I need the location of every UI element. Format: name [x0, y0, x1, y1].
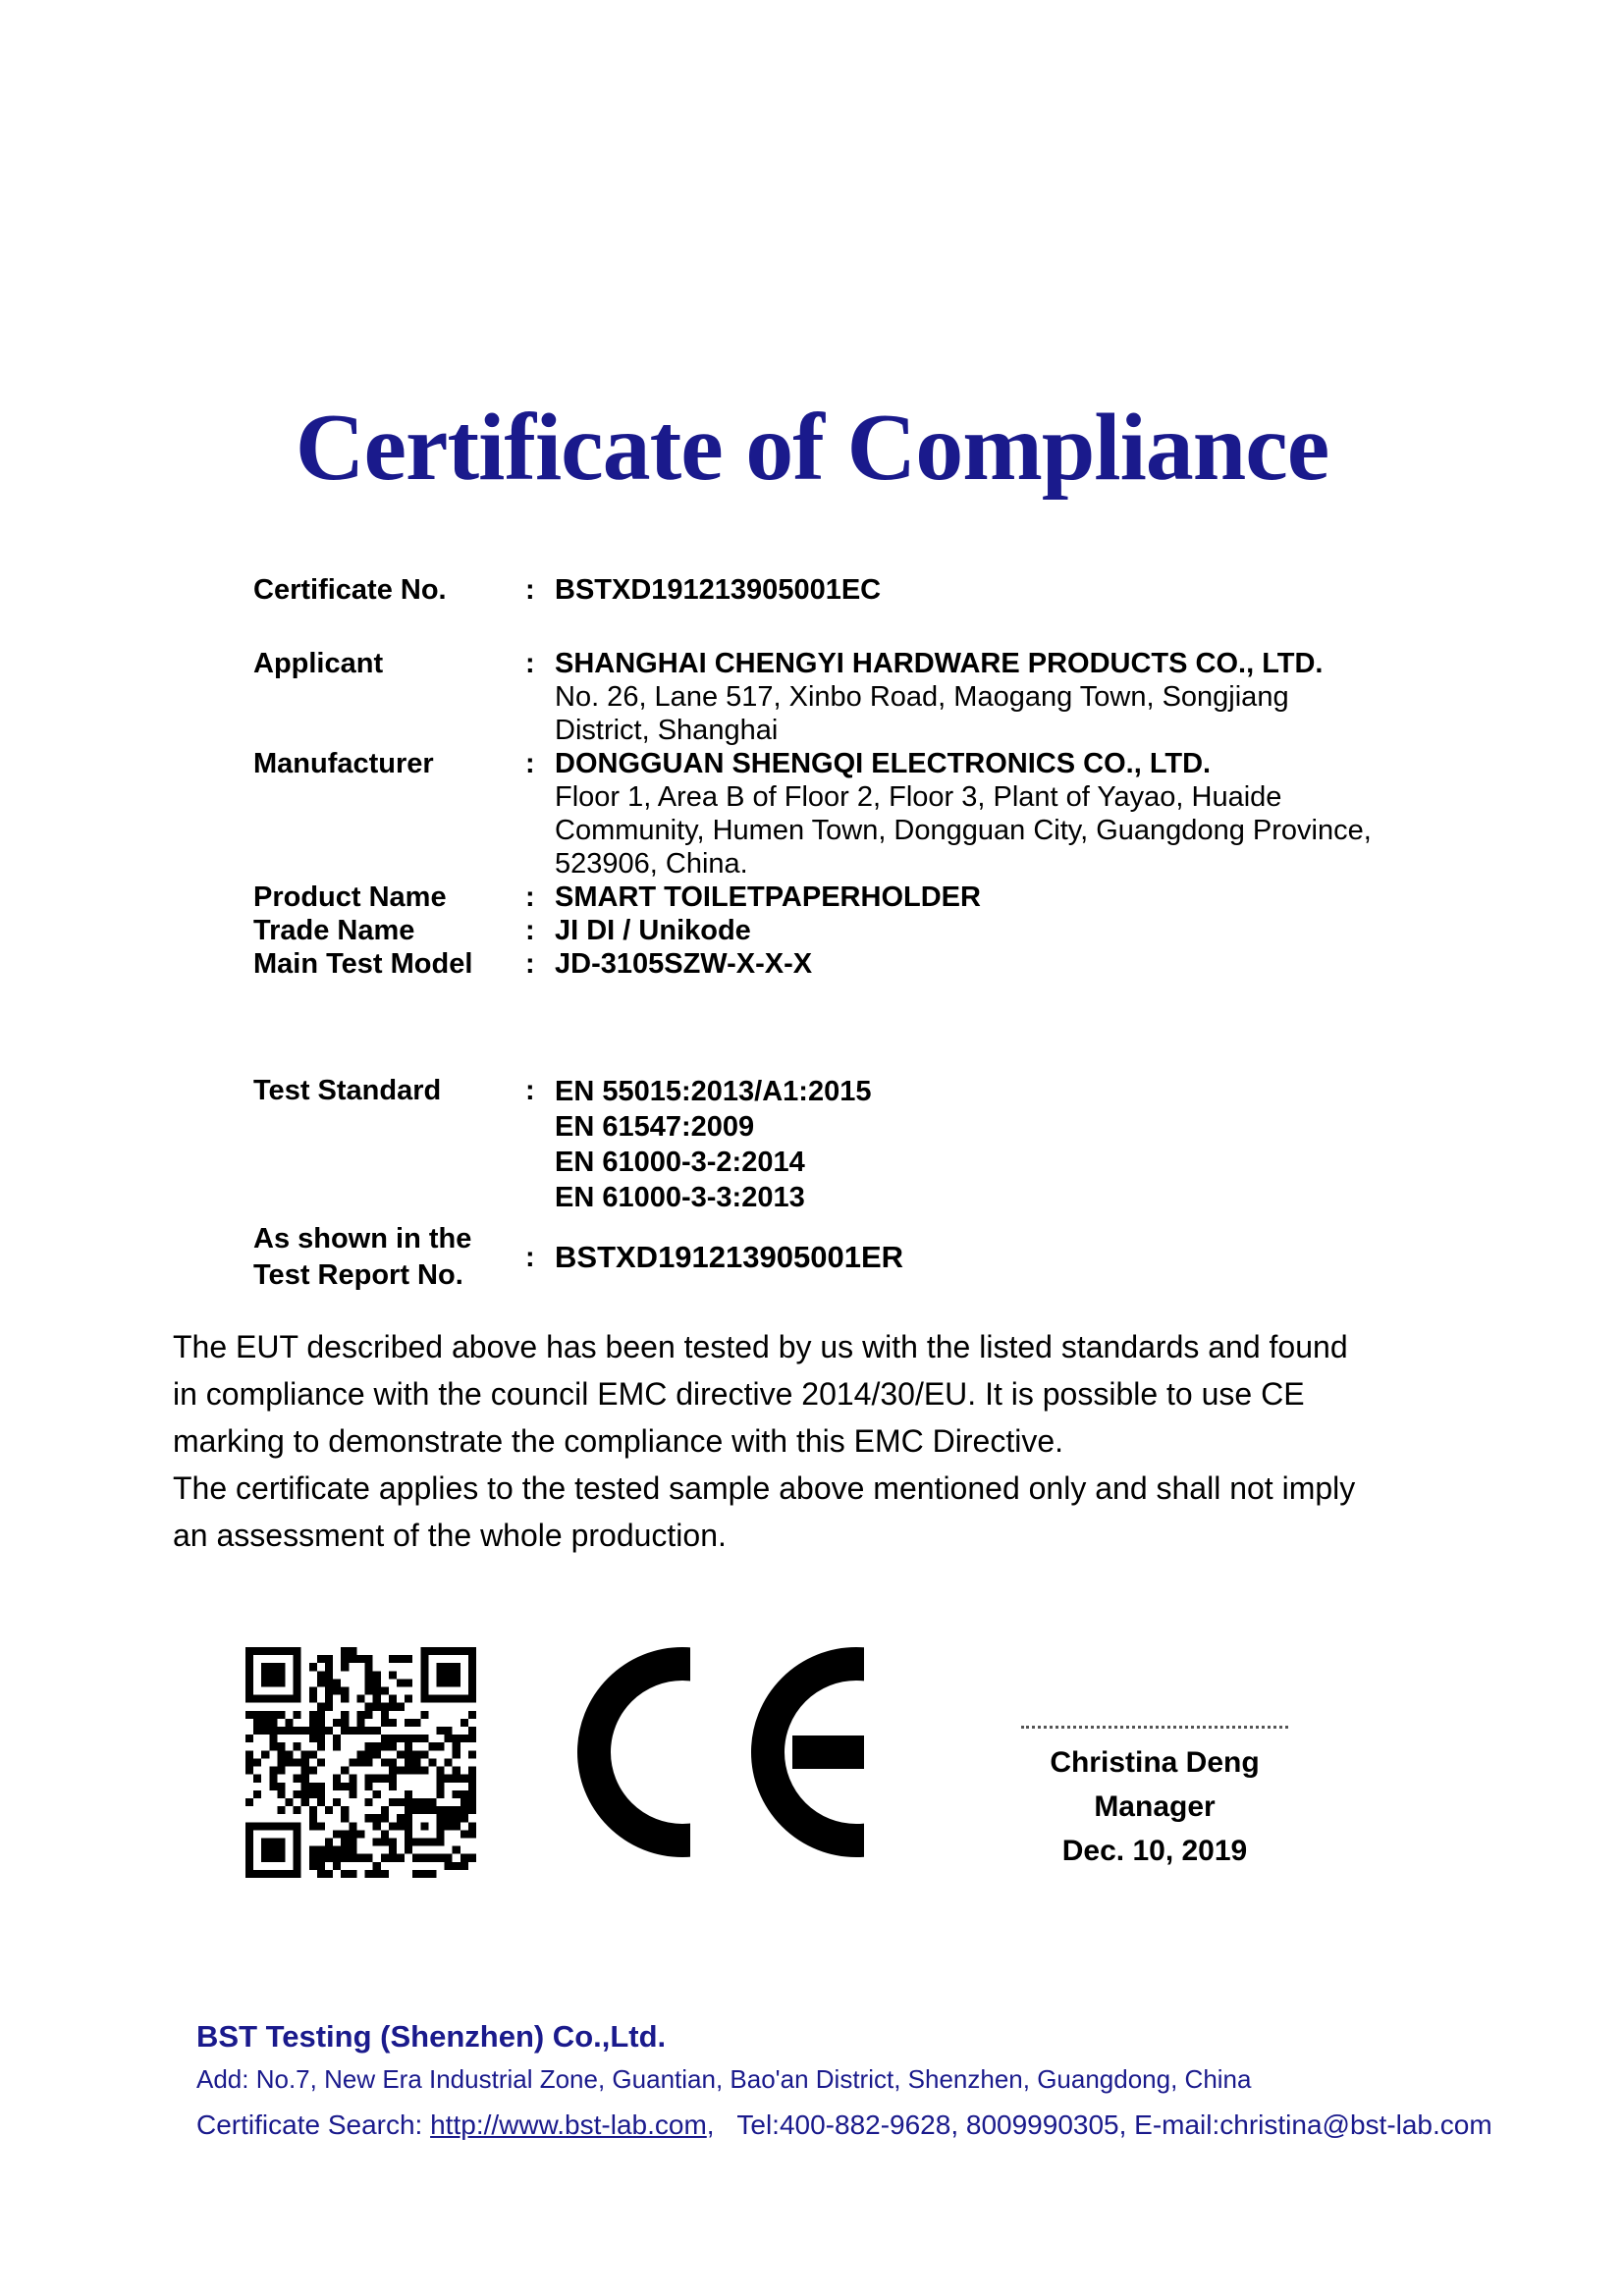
contact-info: , Tel:400-882-9628, 8009990305, E-mail:christina@bst-lab.com — [706, 2109, 1492, 2140]
certificate-search-line — [196, 2109, 1502, 2141]
test-standard-line: EN 61547:2009 — [555, 1111, 755, 1143]
signatory-title: Manager — [1094, 1790, 1216, 1823]
signature-date: Dec. 10, 2019 — [1061, 1835, 1248, 1867]
field-label: Product Name — [253, 881, 447, 913]
signatory-name: Christina Deng — [1050, 1746, 1260, 1779]
certificate-title: Certificate of Compliance — [295, 395, 1329, 501]
field-manufacturer — [253, 747, 1422, 881]
manufacturer-name: DONGGUAN SHENGQI ELECTRONICS CO., LTD. — [555, 748, 1212, 779]
test-standard-line: EN 55015:2013/A1:2015 — [555, 1076, 872, 1107]
field-applicant — [253, 647, 1422, 747]
main-test-model-value: JD-3105SZW-X-X-X — [555, 948, 813, 980]
field-label: As shown in the Test Report No. — [253, 1223, 472, 1291]
field-label: Manufacturer — [253, 748, 434, 779]
colon-separator: : — [525, 1242, 535, 1273]
signature-block — [1021, 1726, 1288, 1873]
field-label: Trade Name — [253, 915, 415, 946]
product-name-value: SMART TOILETPAPERHOLDER — [555, 881, 981, 913]
declaration-text — [173, 1323, 1547, 1559]
field-label: Applicant — [253, 648, 384, 679]
field-label: Main Test Model — [253, 948, 473, 980]
certificate-number-value: BSTXD191213905001EC — [555, 574, 882, 606]
applicant-address-line: No. 26, Lane 517, Xinbo Road, Maogang Town, Songjiang — [555, 681, 1289, 713]
field-label: Test Standard — [253, 1075, 442, 1106]
declaration-line: an assessment of the whole production. — [173, 1518, 727, 1553]
field-trade-name — [253, 914, 1422, 947]
lab-address: Add: No.7, New Era Industrial Zone, Guantian, Bao'an District, Shenzhen, Guangdong, China — [196, 2064, 1252, 2094]
lab-company-name: BST Testing (Shenzhen) Co.,Ltd. — [196, 2019, 667, 2054]
applicant-address-line: District, Shanghai — [555, 715, 779, 746]
declaration-line: marking to demonstrate the compliance with this EMC Directive. — [173, 1423, 1064, 1459]
manufacturer-address-line: 523906, China. — [555, 848, 748, 880]
footer — [196, 2020, 1502, 2141]
manufacturer-address-line: Community, Humen Town, Dongguan City, Guangdong Province, — [555, 815, 1372, 846]
certificate-info-table — [253, 573, 1422, 1294]
colon-separator: : — [525, 748, 535, 779]
field-test-standard — [253, 1074, 1422, 1215]
ce-mark-icon — [577, 1647, 864, 1857]
trade-name-value: JI DI / Unikode — [555, 915, 751, 946]
field-test-report-no — [253, 1221, 1422, 1294]
colon-separator: : — [525, 1075, 535, 1106]
declaration-line: in compliance with the council EMC directive 2014/30/EU. It is possible to use CE — [173, 1376, 1305, 1412]
qr-code — [245, 1647, 476, 1878]
test-standard-line: EN 61000-3-2:2014 — [555, 1147, 805, 1178]
colon-separator: : — [525, 574, 535, 606]
declaration-line: The EUT described above has been tested by us with the listed standards and found — [173, 1329, 1348, 1364]
signature-dotted-line — [1021, 1726, 1288, 1729]
field-certificate-no — [253, 573, 1422, 607]
certificate-search-label: Certificate Search: — [196, 2109, 431, 2140]
manufacturer-address-line: Floor 1, Area B of Floor 2, Floor 3, Plant of Yayao, Huaide — [555, 781, 1282, 813]
field-label: Certificate No. — [253, 574, 447, 606]
colon-separator: : — [525, 915, 535, 946]
colon-separator: : — [525, 881, 535, 913]
colon-separator: : — [525, 648, 535, 679]
certificate-search-link[interactable]: http://www.bst-lab.com — [430, 2109, 707, 2140]
field-product-name — [253, 881, 1422, 914]
test-report-number-value: BSTXD191213905001ER — [555, 1240, 904, 1274]
field-main-test-model — [253, 947, 1422, 981]
declaration-line: The certificate applies to the tested sample above mentioned only and shall not imply — [173, 1470, 1356, 1506]
applicant-name: SHANGHAI CHENGYI HARDWARE PRODUCTS CO., LTD. — [555, 648, 1324, 679]
colon-separator: : — [525, 948, 535, 980]
test-standard-line: EN 61000-3-3:2013 — [555, 1182, 805, 1213]
